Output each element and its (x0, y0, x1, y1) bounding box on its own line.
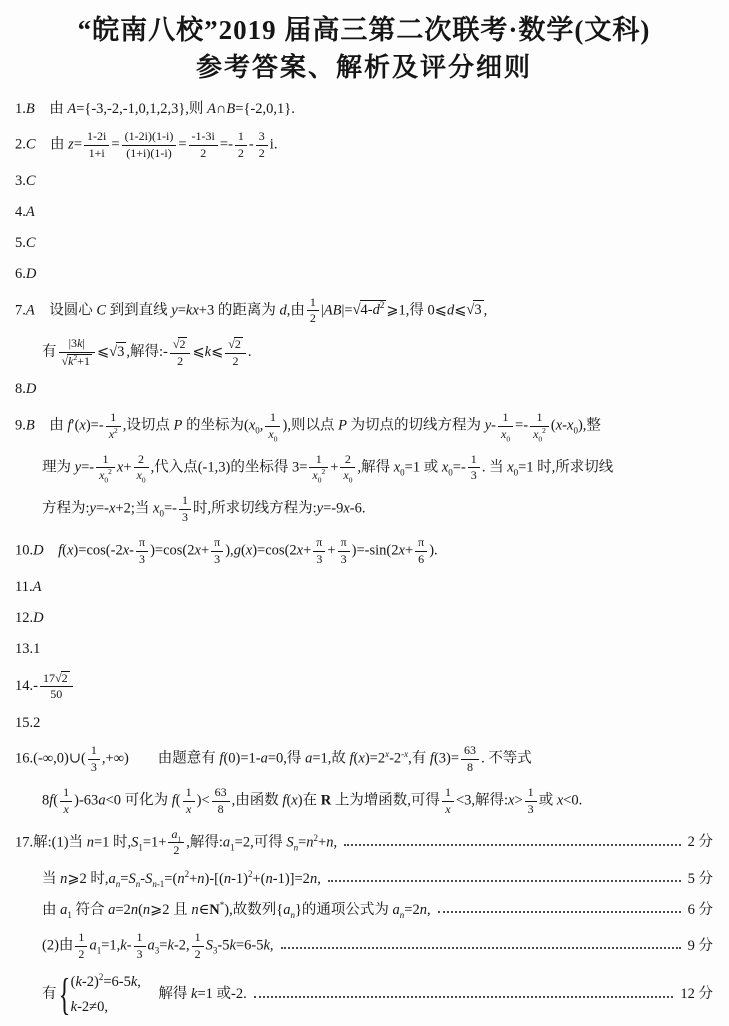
fraction-numerator: 1 (183, 786, 195, 802)
fraction-denominator: 3 (340, 551, 347, 566)
fraction-numerator: 1 (60, 786, 72, 802)
fraction-denominator: 3 (316, 551, 323, 566)
fraction-denominator: $x_0$ (136, 468, 146, 485)
fraction-denominator: 6 (418, 551, 425, 566)
fraction-numerator: 1 (530, 411, 549, 427)
answer-line (15, 296, 713, 327)
fraction-denominator: $x_0^2$ (99, 467, 112, 485)
radicand: $4-d^2$ (360, 300, 385, 319)
answer-line (15, 828, 713, 859)
superscript: 2 (73, 353, 78, 363)
math-fraction (96, 453, 115, 484)
subscript: 0 (348, 475, 353, 485)
radical-sign: √ (172, 337, 179, 352)
line-content: 8f( $\frac{1}{x}$ )-63a<0 可化为 f( $\frac{1}{x}$ )< $\frac{63}{8}$ ,由函数 f(x)在 R 上为增函数,可得 $\frac{1}{x}$ <3,解得:x> $\frac{1}{3}$ 或 x<0. (42, 784, 583, 816)
math-fraction (212, 786, 230, 817)
line-content: 4.A (15, 204, 35, 221)
fraction-denominator: 2 (78, 946, 85, 961)
superscript: * (219, 899, 225, 910)
line-content: 由 $a_1$ 符合 a=2n(n⩾2 且 n∈N*),故数列$\{a_n\}$的通项公式为 $a_n=2n$, (42, 899, 431, 920)
fraction-denominator: (1+i)(1-i) (126, 145, 172, 160)
fraction-numerator: 1 (307, 296, 319, 312)
score-label: 12 分 (680, 986, 713, 1003)
fraction-denominator: 3 (181, 510, 188, 525)
math-fraction (442, 786, 454, 817)
fraction-numerator: π (313, 536, 325, 552)
fraction-numerator: 63 (212, 786, 230, 802)
answer-line (15, 453, 713, 484)
math-fraction (59, 337, 95, 369)
answer-line (15, 931, 713, 962)
fraction-denominator: 2 (232, 354, 239, 369)
radical-sign: √ (61, 354, 68, 369)
line-content: 17.解:(1)当 n=1 时$,S_1=1+$ $\frac{a_1}{2}$ ,解得$:a_1=2$,可得 $S_n=n^2+n$, (15, 826, 338, 858)
superscript: x (385, 749, 390, 760)
superscript: -x (401, 749, 409, 760)
line-content: 12.D (15, 610, 44, 627)
fraction-denominator: 2 (237, 145, 244, 160)
fraction-denominator (59, 353, 95, 369)
line-content: 方程为:y=-x+2;当 $x_0=-$ $\frac{1}{3}$ 时,所求切线方程为:y=-9x-6. (42, 493, 366, 525)
fraction-numerator: 1 (75, 931, 87, 947)
answer-line (15, 536, 713, 567)
line-content: 理为 y=- $\frac{1}{x_0^2}$ x+ $\frac{2}{x_0}$ ,代入点(-1,3)的坐标得 3= $\frac{1}{x_0^2}$ + $\frac{2}{x_0}$ ,解得 $x_0=1$ 或 $x_0=-$ $\frac{1}{3}$ . 当 $x_0=1$ 时,所求切线 (42, 451, 614, 485)
fraction-denominator: $x_0$ (500, 426, 511, 444)
subscript: n (115, 878, 121, 889)
subscript: 0 (159, 508, 164, 519)
answer-line (15, 578, 713, 598)
fraction-denominator: 3 (470, 468, 477, 483)
score-label: 2 分 (687, 834, 713, 851)
fraction-denominator: 50 (50, 687, 63, 702)
radical-sign: √ (352, 302, 360, 319)
math-fraction (122, 130, 177, 161)
score-label: 6 分 (687, 901, 713, 918)
dotted-leader (438, 911, 681, 913)
equation-system (58, 969, 141, 1019)
answer-line (15, 640, 713, 660)
math-fraction (498, 411, 513, 442)
subscript: 0 (448, 467, 453, 478)
math-sqrt (353, 300, 387, 320)
math-sqrt (173, 337, 188, 352)
fraction-numerator: 2 (134, 453, 149, 469)
fraction-denominator: x (185, 801, 192, 816)
fraction-denominator: 1+i (88, 145, 105, 160)
answer-line (15, 130, 713, 161)
math-fraction (235, 130, 247, 161)
line-content: 当 n⩾2 时$,a_n=S_n-S_{n-1}=(n^2+n)-[(n-1)^2+(n-1)]=2n$, (42, 868, 321, 889)
system-row: k-2≠0, (70, 998, 108, 1015)
math-fraction (340, 453, 355, 484)
subscript: 0 (506, 434, 511, 444)
fraction-numerator: 1 (134, 931, 146, 947)
answer-line (15, 234, 713, 254)
fraction-numerator: π (415, 536, 427, 552)
math-fraction (461, 744, 479, 775)
fraction-numerator: 1 (468, 453, 480, 469)
radicand: 2 (179, 337, 186, 352)
line-content: 14.- $\frac{17√2}{50}$ (15, 671, 75, 703)
answer-content (15, 95, 713, 1017)
fraction-numerator: 2 (340, 453, 355, 469)
fraction-denominator: 8 (467, 760, 474, 775)
fraction-denominator: 3 (214, 551, 221, 566)
fraction-denominator: 2 (309, 311, 316, 326)
radical-sign: √ (228, 337, 234, 352)
system-row: $(k-2)^2=6-5k$, (70, 971, 141, 990)
math-fraction (75, 931, 87, 962)
line-content: (2)由 $\frac{1}{2}$ $a_1=1,k-$ $\frac{1}{3}$ $a_3=k-2$, $\frac{1}{2}$ $S_3-5k=6-5k$, (42, 930, 274, 961)
answer-line (15, 337, 713, 369)
exam-title: “皖南八校”2019 届高三第二次联考·数学(文科) (77, 15, 651, 45)
subscript: 1 (67, 909, 72, 920)
math-fraction (106, 411, 121, 442)
fraction-numerator (225, 337, 246, 354)
fraction-denominator: 2 (194, 946, 201, 961)
fraction-numerator: 17√2 (40, 671, 73, 688)
fraction-denominator: 3 (136, 946, 143, 961)
fraction-denominator: $x_0^2$ (533, 425, 546, 444)
line-content: 10.D f(x)=cos(-2x- $\frac{\pi}{3}$ )=cos(2x+ $\frac{\pi}{3}$ ),g(x)=cos(2x+ $\frac{\pi}{3}$ + $\frac{\pi}{3}$ )=-sin(2x+ $\frac{\pi}{6}$ ). (15, 534, 438, 566)
fraction-numerator: 1 (88, 744, 100, 760)
subscript: n-1 (152, 878, 165, 889)
fraction-denominator: $x_0^2$ (312, 467, 326, 485)
radicand: 3 (117, 344, 125, 361)
subscript: 1 (177, 833, 182, 843)
fraction-denominator: 3 (90, 760, 97, 775)
answer-line (15, 609, 713, 629)
dotted-leader (328, 880, 681, 882)
math-fraction (40, 671, 73, 703)
math-fraction (88, 744, 100, 775)
answer-line (15, 786, 713, 817)
answer-line (15, 172, 713, 192)
system-rows (71, 973, 141, 1017)
fraction-denominator: 8 (217, 801, 224, 816)
subscript: 3 (212, 945, 218, 956)
fraction-numerator: 1 (192, 931, 204, 947)
line-content: 3.C (15, 173, 36, 190)
fraction-numerator: 1-2i (84, 130, 109, 146)
math-fraction (134, 931, 146, 962)
radical-sign: √ (54, 670, 61, 685)
answer-line (15, 900, 713, 920)
fraction-numerator: (1-2i)(1-i) (122, 130, 177, 146)
fraction-denominator: 2 (258, 145, 265, 160)
subscript: n (399, 909, 405, 920)
math-fraction (136, 536, 148, 567)
answer-line (15, 869, 713, 889)
math-fraction (179, 494, 191, 525)
subscript: 0 (317, 475, 322, 485)
math-fraction (168, 828, 184, 859)
radical-sign: √ (109, 344, 117, 361)
title-block (15, 14, 713, 83)
fraction-numerator: 1 (235, 130, 247, 146)
line-content: 9.B 由 f′(x)=- $\frac{1}{x^2}$ ,设切点 P 的坐标为($x_0$, $\frac{1}{x_0}$ ),则以点 P 为切点的切线方程为 y- $\frac{1}{x_0}$ =- $\frac{1}{x_0^2}$ $(x-x_0)$,整 (15, 409, 601, 444)
fraction-denominator: 2 (200, 145, 207, 160)
subscript: 0 (104, 475, 109, 485)
answer-line (15, 265, 713, 285)
subscript: 3 (154, 945, 160, 956)
math-fraction (307, 296, 319, 327)
superscript: 2 (313, 832, 319, 843)
radicand: 3 (474, 302, 482, 319)
fraction-denominator: 2 (173, 843, 180, 858)
subscript: 0 (255, 425, 260, 436)
line-content: 2.C 由 z= $\frac{1-2i}{1+i}$ = $\frac{(1-2i)(1-i)}{(1+i)(1-i)}$ = $\frac{-1-3i}{2}$ =- $\frac{1}{2}$ - $\frac{3}{2}$ i. (15, 128, 278, 160)
math-sqrt (55, 671, 70, 686)
answer-line (15, 969, 713, 1019)
subscript: 0 (573, 425, 578, 436)
line-content: 5.C (15, 235, 36, 252)
answer-line (15, 99, 713, 119)
fraction-denominator: 3 (139, 551, 146, 566)
brace-icon: { (58, 969, 70, 1019)
score-label: 5 分 (687, 870, 713, 887)
math-fraction (170, 337, 191, 369)
superscript: 2 (248, 868, 253, 879)
math-sqrt (109, 342, 126, 362)
radicand: $k^2+1$ (68, 353, 90, 369)
subscript: n (293, 842, 299, 853)
fraction-numerator: |3k| (59, 337, 95, 353)
fraction-denominator: $x_0$ (268, 426, 278, 444)
math-fraction (415, 536, 427, 567)
dotted-leader (344, 844, 681, 846)
math-fraction (225, 337, 246, 369)
fraction-numerator: π (338, 536, 350, 552)
line-content: 有 $\frac{|3k|}{√k^2+1}$ ⩽√3 ,解得:- $\frac{√2}{2}$ ⩽k⩽ $\frac{√2}{2}$ . (42, 336, 252, 369)
fraction-numerator: -1-3i (189, 130, 218, 146)
subscript: n (135, 878, 141, 889)
math-fraction (309, 453, 328, 484)
math-fraction (530, 411, 549, 442)
dotted-leader (254, 996, 674, 998)
math-fraction (60, 786, 72, 817)
math-fraction (183, 786, 195, 817)
superscript: 2 (98, 971, 104, 982)
line-content: 15.2 (15, 714, 41, 731)
subscript: 1 (96, 945, 102, 956)
math-sqrt (466, 300, 483, 320)
fraction-numerator: π (211, 536, 223, 552)
math-fraction (211, 536, 223, 567)
superscript: 2 (321, 467, 326, 477)
fraction-numerator: 1 (498, 411, 513, 427)
subscript: 0 (538, 434, 543, 444)
answer-line (15, 494, 713, 525)
math-fraction (134, 453, 149, 484)
subscript: 1 (230, 842, 235, 853)
line-content: 16.(-∞,0)∪( $\frac{1}{3}$ ,+∞) 由题意有 f(0)=1-a=0,得 a=1,故 $f(x)=2^x-2^{-x}$,有 f(3)= $\frac{63}{8}$ . 不等式 (15, 743, 532, 775)
fraction-numerator: 1 (309, 453, 328, 469)
subscript: 1 (138, 842, 143, 853)
fraction-numerator: 63 (461, 744, 479, 760)
radicand: 2 (61, 670, 68, 685)
answer-key-subtitle: 参考答案、解析及评分细则 (195, 52, 532, 82)
radicand: 2 (234, 337, 241, 352)
line-content: 6.D (15, 266, 37, 283)
fraction-denominator: $x^2$ (108, 425, 118, 441)
score-label: 9 分 (687, 938, 713, 955)
superscript: 2 (379, 300, 385, 311)
line-content: 1.B 由 A={-3,-2,-1,0,1,2,3},则 A∩B={-2,0,1}. (15, 100, 295, 117)
fraction-numerator: 1 (265, 411, 280, 427)
fraction-numerator (170, 337, 191, 354)
math-fraction (338, 536, 350, 567)
superscript: 2 (542, 425, 546, 435)
answer-line (15, 411, 713, 442)
subscript: 0 (141, 475, 146, 485)
answer-line (15, 744, 713, 775)
math-fraction (265, 411, 280, 442)
subscript: 0 (273, 434, 278, 444)
math-fraction (192, 931, 204, 962)
math-sqrt (228, 337, 243, 352)
fraction-numerator: π (136, 536, 148, 552)
superscript: 2 (114, 425, 118, 435)
fraction-denominator: x (63, 801, 69, 816)
subscript: n (290, 909, 295, 920)
superscript: 2 (184, 868, 190, 879)
fraction-numerator: 1 (96, 453, 115, 469)
answer-line (15, 380, 713, 400)
math-fraction (468, 453, 480, 484)
fraction-numerator: 1 (442, 786, 454, 802)
superscript: 2 (108, 467, 112, 477)
answer-line (15, 203, 713, 223)
fraction-numerator: 1 (106, 411, 121, 427)
math-fraction (84, 130, 109, 161)
fraction-numerator: 1 (179, 494, 191, 510)
fraction-numerator: 1 (525, 786, 537, 802)
fraction-numerator: $a_1$ (168, 828, 184, 844)
answer-line (15, 713, 713, 733)
subscript: 0 (400, 467, 405, 478)
dotted-leader (281, 947, 681, 949)
line-content: 8.D (15, 381, 37, 398)
math-fraction (525, 786, 537, 817)
line-content: 11.A (15, 579, 42, 596)
math-fraction (313, 536, 325, 567)
fraction-numerator: 3 (256, 130, 268, 146)
fraction-denominator: 2 (177, 354, 184, 369)
radical-sign: √ (466, 302, 474, 319)
line-content: 13.1 (15, 641, 41, 658)
math-fraction (256, 130, 268, 161)
fraction-denominator: 3 (527, 801, 534, 816)
line-content: 有 { $(k-2)^2=6-5k$, k-2≠0, 解得 k=1 或-2. (42, 969, 247, 1019)
fraction-denominator: $x_0$ (343, 468, 353, 485)
answer-line (15, 671, 713, 703)
fraction-denominator: x (445, 801, 451, 816)
line-content: 7.A 设圆心 C 到到直线 y=kx+3 的距离为 d,由 $\frac{1}{2}$ $|AB|=√4-d^2$ ⩾1,得 0⩽d⩽√3 , (15, 294, 488, 326)
math-sqrt (62, 354, 92, 369)
math-fraction (189, 130, 218, 161)
subscript: 0 (513, 467, 519, 478)
